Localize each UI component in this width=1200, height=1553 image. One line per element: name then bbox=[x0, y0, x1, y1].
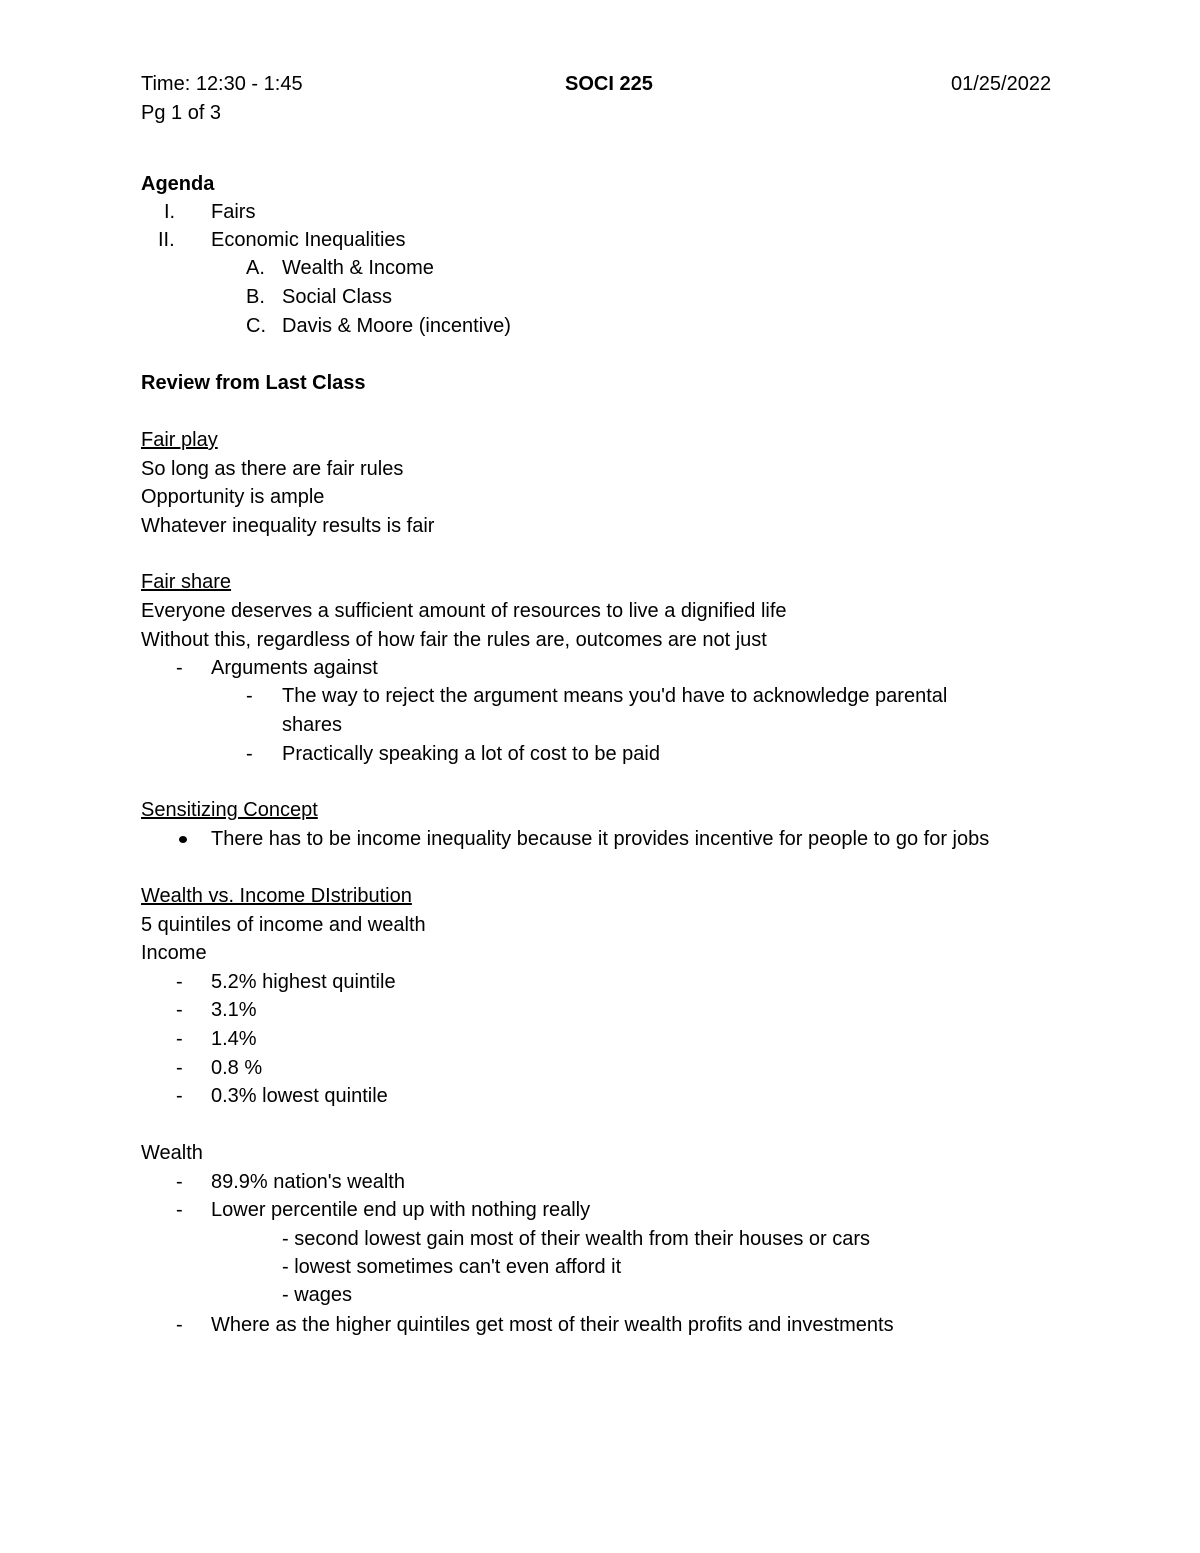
dash-marker: - bbox=[176, 1085, 183, 1107]
page-number: Pg 1 of 3 bbox=[141, 102, 222, 124]
income-item: 1.4% bbox=[211, 1028, 257, 1050]
dash-marker: - bbox=[176, 999, 183, 1021]
fair-share-line: Everyone deserves a sufficient amount of resources to live a dignified life bbox=[141, 600, 787, 622]
argument-item-continued: shares bbox=[282, 714, 343, 736]
agenda-marker: I. bbox=[164, 201, 176, 223]
distribution-intro: 5 quintiles of income and wealth bbox=[141, 914, 426, 936]
dash-marker: - bbox=[176, 1028, 183, 1050]
sensitizing-bullet-text: There has to be income inequality because it provides incentive for people to go for jobs bbox=[211, 828, 990, 850]
argument-item: The way to reject the argument means you'd have to acknowledge parental bbox=[282, 685, 948, 707]
argument-item: Practically speaking a lot of cost to be paid bbox=[282, 743, 660, 765]
income-item: 3.1% bbox=[211, 999, 257, 1021]
dash-marker: - bbox=[246, 685, 253, 707]
dash-marker: - bbox=[246, 743, 253, 765]
wealth-label: Wealth bbox=[141, 1142, 203, 1164]
fair-play-line: Opportunity is ample bbox=[141, 486, 325, 508]
dash-marker: - bbox=[176, 1171, 183, 1193]
dash-marker: - bbox=[176, 1057, 183, 1079]
fair-play-line: Whatever inequality results is fair bbox=[141, 515, 435, 537]
dash-marker: - bbox=[176, 1199, 183, 1221]
date-text: 01/25/2022 bbox=[951, 73, 1052, 95]
wealth-subitem: - second lowest gain most of their wealth from their houses or cars bbox=[282, 1228, 871, 1250]
fair-share-line: Without this, regardless of how fair the rules are, outcomes are not just bbox=[141, 629, 767, 651]
agenda-item: Wealth & Income bbox=[282, 257, 434, 279]
agenda-item: Davis & Moore (incentive) bbox=[282, 315, 511, 337]
fair-play-heading: Fair play bbox=[141, 429, 218, 451]
agenda-item: Social Class bbox=[282, 286, 393, 308]
dash-marker: - bbox=[176, 657, 183, 679]
wealth-item: 89.9% nation's wealth bbox=[211, 1171, 405, 1193]
course-title: SOCI 225 bbox=[565, 73, 653, 95]
agenda-marker: C. bbox=[246, 315, 266, 337]
agenda-marker: B. bbox=[246, 286, 265, 308]
agenda-marker: II. bbox=[158, 229, 175, 251]
income-item: 5.2% highest quintile bbox=[211, 971, 396, 993]
wealth-item: Where as the higher quintiles get most of their wealth profits and investments bbox=[211, 1314, 894, 1336]
dash-marker: - bbox=[176, 971, 183, 993]
bullet-icon bbox=[179, 836, 187, 843]
time-text: Time: 12:30 - 1:45 bbox=[141, 73, 303, 95]
sensitizing-heading: Sensitizing Concept bbox=[141, 799, 318, 821]
wealth-item: Lower percentile end up with nothing really bbox=[211, 1199, 591, 1221]
arguments-against: Arguments against bbox=[211, 657, 378, 679]
agenda-title: Agenda bbox=[141, 173, 215, 195]
agenda-marker: A. bbox=[246, 257, 265, 279]
dash-marker: - bbox=[176, 1314, 183, 1336]
income-item: 0.3% lowest quintile bbox=[211, 1085, 388, 1107]
distribution-heading: Wealth vs. Income DIstribution bbox=[141, 885, 412, 907]
income-label: Income bbox=[141, 942, 207, 964]
wealth-subitem: - lowest sometimes can't even afford it bbox=[282, 1256, 622, 1278]
fair-play-line: So long as there are fair rules bbox=[141, 458, 404, 480]
fair-share-heading: Fair share bbox=[141, 571, 232, 593]
income-item: 0.8 % bbox=[211, 1057, 263, 1079]
agenda-item: Fairs bbox=[211, 201, 256, 223]
wealth-subitem: - wages bbox=[282, 1284, 353, 1306]
review-title: Review from Last Class bbox=[141, 372, 366, 394]
agenda-item: Economic Inequalities bbox=[211, 229, 406, 251]
